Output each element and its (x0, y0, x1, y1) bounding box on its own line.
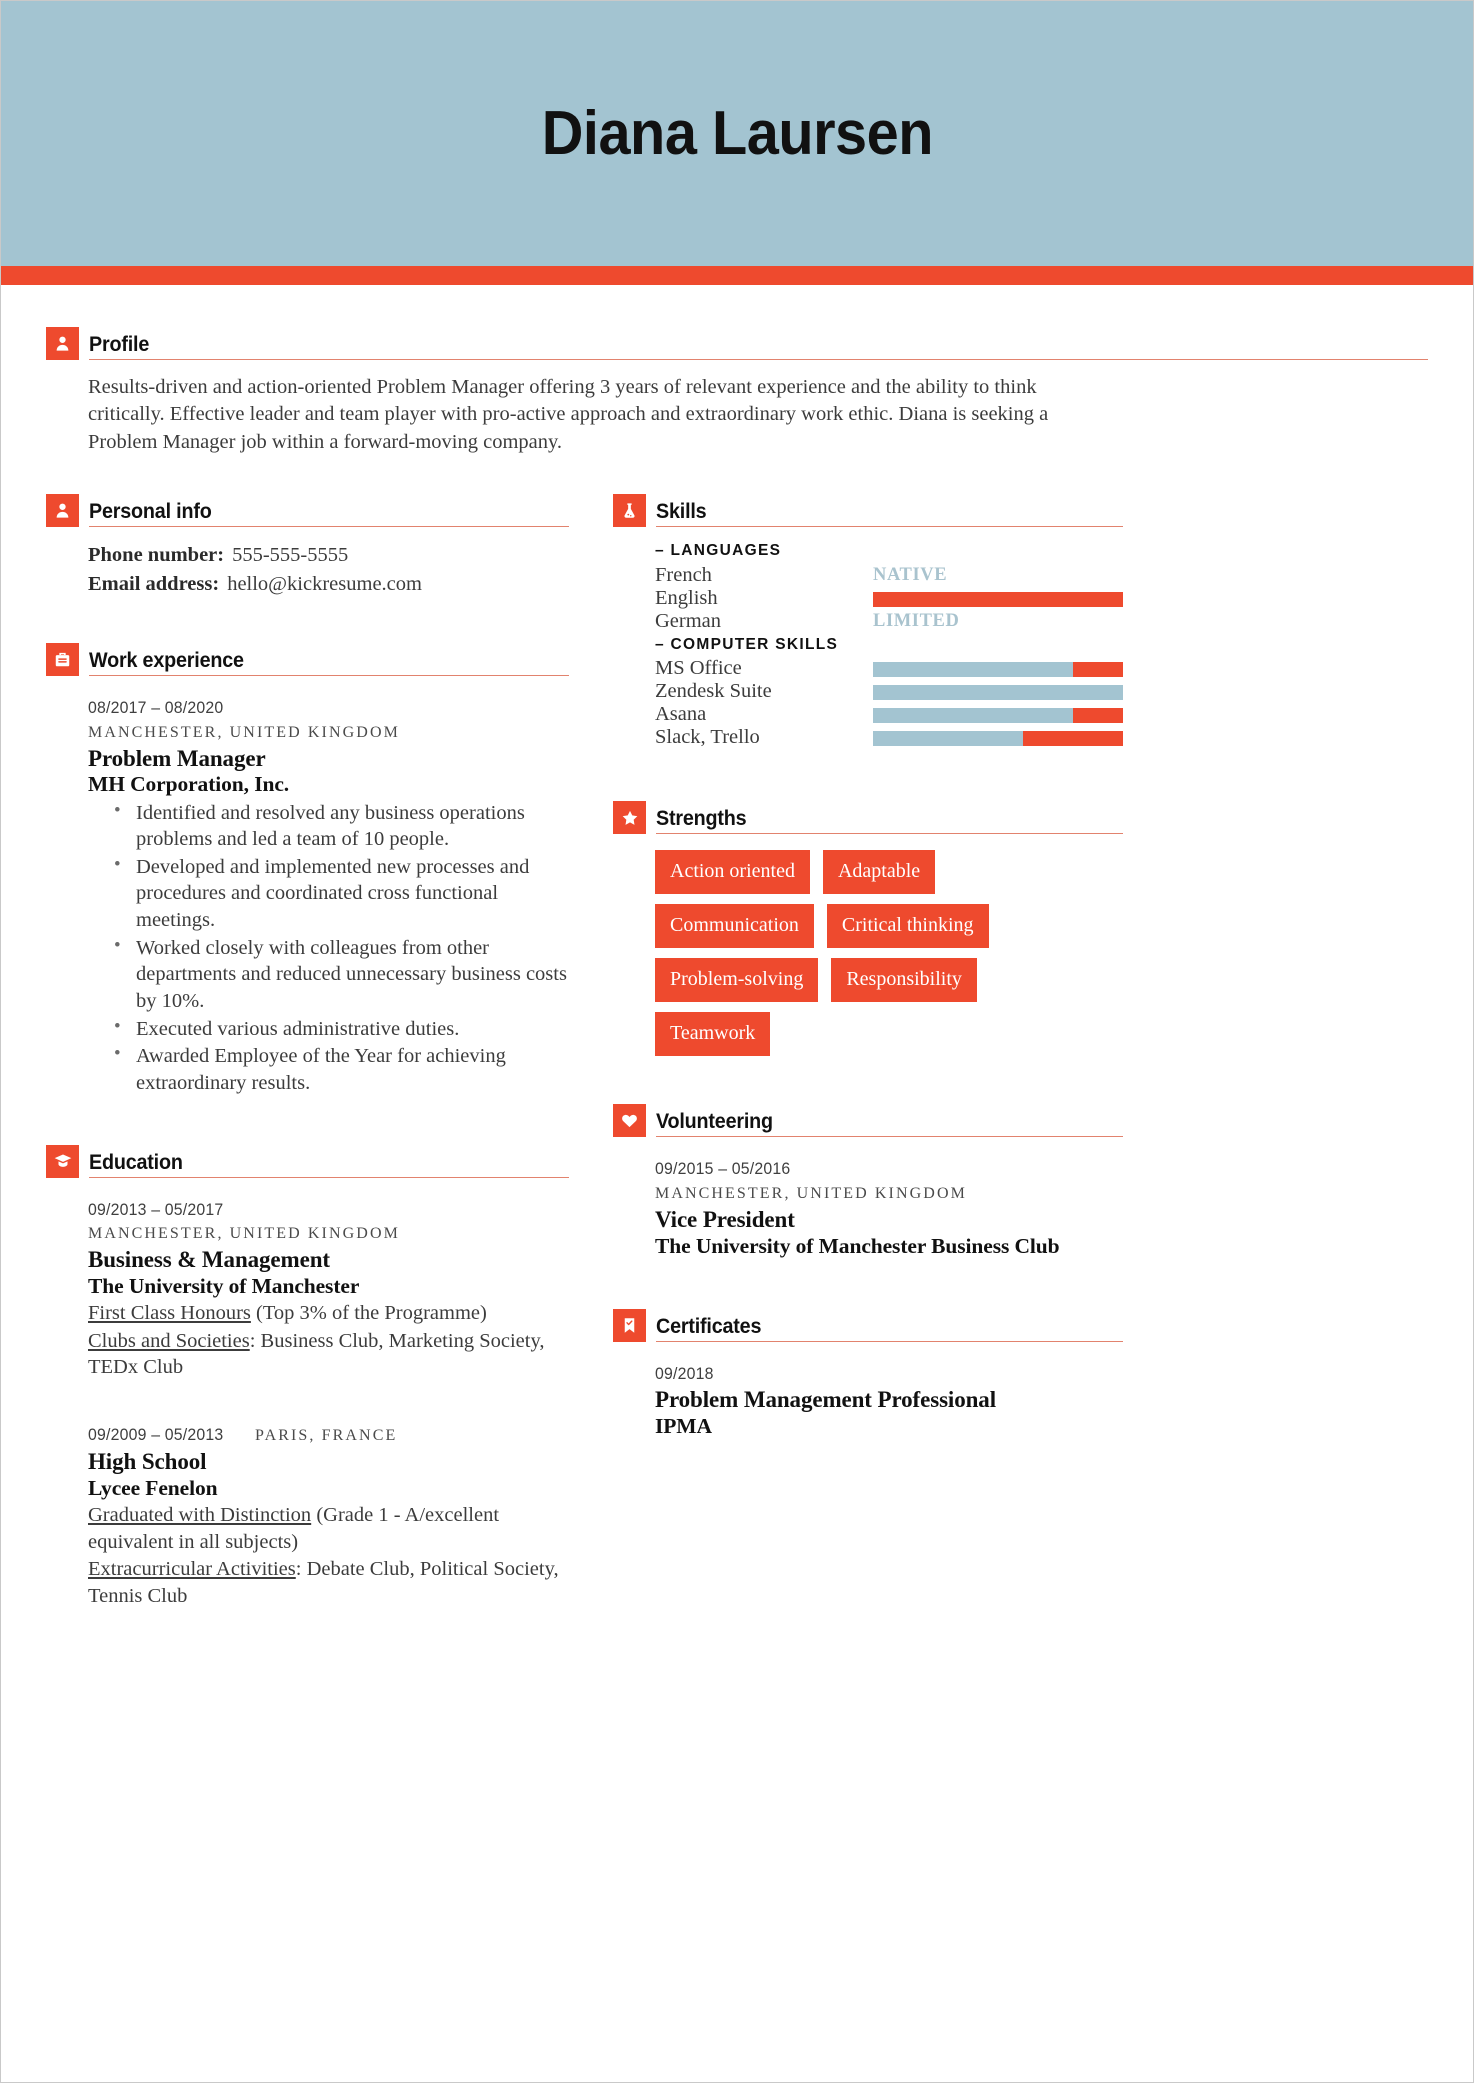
resume-body (1, 285, 1473, 1610)
education-entry-location: PARIS, FRANCE (255, 1427, 398, 1445)
skill-name: Slack, Trello (655, 726, 760, 749)
skills-title: Skills (656, 499, 707, 523)
strength-tag: Communication (655, 904, 814, 948)
personal-info-title: Personal info (89, 499, 212, 523)
volunteering-entry (655, 1157, 1123, 1259)
volunteering-entry-location: MANCHESTER, UNITED KINGDOM (655, 1185, 967, 1203)
education-entry-detail (88, 1502, 569, 1555)
volunteering-entry-date: 09/2015 – 05/2016 (655, 1160, 791, 1179)
skill-level-text: NATIVE (873, 564, 948, 585)
work-bullet: • Awarded Employee of the Year for achieving extraordinary results. (114, 1043, 569, 1096)
education-entry-detail (88, 1328, 569, 1381)
person-icon (46, 494, 79, 527)
skill-row (655, 703, 1123, 726)
work-entry-bullets (88, 800, 569, 1097)
work-bullet: • Identified and resolved any business operations problems and led a team of 10 people. (114, 800, 569, 853)
personal-info-section-header (46, 494, 569, 527)
education-entry-title: High School (88, 1448, 207, 1474)
skill-name: MS Office (655, 657, 742, 680)
work-entry-date: 08/2017 – 08/2020 (88, 698, 224, 717)
skills-section-header (613, 494, 1123, 527)
education-detail-rest: : Business Club, Marketing Society, TEDx Club (88, 1329, 545, 1379)
profile-title: Profile (89, 332, 150, 356)
resume-header (1, 1, 1473, 266)
education-entry-organization: Lycee Fenelon (88, 1475, 218, 1500)
volunteering-entry-organization: The University of Manchester Business Club (655, 1233, 1060, 1258)
certificate-entry-title: Problem Management Professional (655, 1386, 997, 1412)
education-entry-date: 09/2013 – 05/2017 (88, 1200, 224, 1219)
work-bullet: • Executed various administrative duties. (114, 1016, 569, 1043)
work-bullet: • Developed and implemented new processes and procedures and coordinated cross functional meetings. (114, 854, 569, 934)
briefcase-icon (46, 643, 79, 676)
education-entry-location: MANCHESTER, UNITED KINGDOM (88, 1225, 400, 1243)
two-column-area (46, 494, 1428, 1610)
education-entry-detail (88, 1556, 569, 1609)
skill-name: Asana (655, 703, 707, 726)
strength-tag: Problem-solving (655, 958, 818, 1002)
right-column (613, 494, 1123, 1610)
work-experience-title-wrap (89, 650, 569, 676)
volunteering-section-header (613, 1104, 1123, 1137)
education-title: Education (89, 1150, 183, 1174)
work-entry-organization: MH Corporation, Inc. (88, 772, 290, 797)
certificate-entry (655, 1362, 1123, 1439)
skill-group-label: – LANGUAGES (655, 541, 782, 559)
education-entry-organization: The University of Manchester (88, 1274, 360, 1299)
skill-bar-fill (873, 708, 1073, 723)
skill-bar (873, 731, 1123, 746)
skill-row (655, 610, 1123, 633)
strength-tag: Teamwork (655, 1012, 770, 1056)
skill-group-label: – COMPUTER SKILLS (655, 635, 839, 653)
strengths-section-header (613, 801, 1123, 834)
skill-meter (873, 610, 1123, 633)
education-detail-rest: : Debate Club, Political Society, Tennis Club (88, 1558, 559, 1607)
person-icon (46, 327, 79, 360)
work-entry (88, 696, 569, 1097)
section-work-experience (46, 643, 569, 1097)
section-personal-info (46, 494, 569, 599)
skill-row (655, 657, 1123, 680)
email-label: Email address: (88, 572, 220, 595)
education-detail-label: Extracurricular Activities (88, 1558, 296, 1581)
skill-level-text: LIMITED (873, 610, 960, 631)
column-gap (569, 494, 613, 1610)
skill-meter (873, 657, 1123, 680)
skill-meter (873, 726, 1123, 749)
skill-name: Zendesk Suite (655, 680, 772, 703)
personal-info-row (88, 541, 569, 570)
skill-name: German (655, 609, 722, 632)
strengths-title-wrap (656, 808, 1123, 834)
education-entry (88, 1423, 569, 1609)
skill-bar-fill (873, 685, 1123, 700)
section-volunteering (613, 1104, 1123, 1259)
skill-bar (873, 708, 1123, 723)
strength-tag: Adaptable (823, 850, 935, 894)
strength-tag: Responsibility (831, 958, 977, 1002)
strength-tag: Critical thinking (827, 904, 989, 948)
phone-label: Phone number: (88, 543, 225, 566)
education-detail-rest: (Grade 1 - A/excellent equivalent in all subjects) (88, 1503, 500, 1553)
personal-info-row (88, 570, 569, 599)
education-entry (88, 1198, 569, 1382)
skills-list (655, 539, 1123, 750)
work-entry-title: Problem Manager (88, 745, 266, 771)
strengths-tag-list (655, 850, 1095, 1056)
star-icon (613, 801, 646, 834)
education-title-wrap (89, 1152, 569, 1178)
work-experience-title: Work experience (89, 648, 244, 672)
skill-row (655, 587, 1123, 610)
certificates-title-wrap (656, 1316, 1123, 1342)
work-experience-section-header (46, 643, 569, 676)
email-value: hello@kickresume.com (227, 572, 422, 595)
skill-meter (873, 680, 1123, 703)
profile-title-wrap (89, 334, 1428, 360)
education-entry-detail (88, 1300, 569, 1327)
strengths-title: Strengths (656, 807, 747, 831)
skill-bar-solid (873, 592, 1123, 607)
volunteering-entry-title: Vice President (655, 1206, 795, 1232)
skill-bar-fill (873, 731, 1023, 746)
skill-row (655, 726, 1123, 749)
graduation-cap-icon (46, 1145, 79, 1178)
education-entry-date: 09/2009 – 05/2013 (88, 1426, 224, 1445)
skill-bar (873, 685, 1123, 700)
education-entry-title: Business & Management (88, 1247, 330, 1273)
section-education (46, 1145, 569, 1610)
education-detail-label: Graduated with Distinction (88, 1503, 312, 1526)
section-certificates (613, 1309, 1123, 1439)
education-entry-dateline (88, 1423, 569, 1449)
skill-meter (873, 564, 1123, 587)
flask-icon (613, 494, 646, 527)
left-column (46, 494, 569, 1610)
education-detail-label: First Class Honours (88, 1302, 251, 1325)
skill-row (655, 564, 1123, 587)
profile-text: Results-driven and action-oriented Problem Manager offering 3 years of relevant experience and the ability to think critically. Effective leader and team player with pro-active approach and extraordinary work ethic. Diana is seeking a Problem Manager job within a forward-moving company. (88, 376, 1049, 453)
skill-bar-fill (873, 662, 1073, 677)
skill-meter (873, 587, 1123, 610)
work-bullet: • Worked closely with colleagues from other departments and reduced unnecessary business costs by 10%. (114, 935, 569, 1015)
certificate-entry-organization: IPMA (655, 1413, 712, 1438)
section-skills (613, 494, 1123, 750)
volunteering-title: Volunteering (656, 1110, 773, 1134)
work-entry-location: MANCHESTER, UNITED KINGDOM (88, 723, 400, 741)
skill-row (655, 680, 1123, 703)
personal-info-fields (88, 541, 569, 599)
volunteering-title-wrap (656, 1111, 1123, 1137)
skill-meter (873, 703, 1123, 726)
certificates-title: Certificates (656, 1314, 762, 1338)
header-accent-rule (1, 266, 1473, 285)
phone-value: 555-555-5555 (232, 543, 349, 566)
certificate-entry-date: 09/2018 (655, 1364, 714, 1383)
profile-section-header (46, 327, 1428, 360)
strength-tag: Action oriented (655, 850, 810, 894)
section-strengths (613, 801, 1123, 1056)
certificates-section-header (613, 1309, 1123, 1342)
heart-icon (613, 1104, 646, 1137)
skill-bar (873, 662, 1123, 677)
candidate-name: Diana Laursen (541, 99, 933, 168)
education-section-header (46, 1145, 569, 1178)
education-detail-rest: (Top 3% of the Programme) (250, 1302, 487, 1325)
section-profile (46, 327, 1428, 456)
skills-title-wrap (656, 501, 1123, 527)
bookmark-check-icon (613, 1309, 646, 1342)
skill-name: English (655, 586, 718, 609)
education-detail-label: Clubs and Societies (88, 1329, 250, 1352)
skill-name: French (655, 563, 712, 586)
personal-info-title-wrap (89, 501, 569, 527)
